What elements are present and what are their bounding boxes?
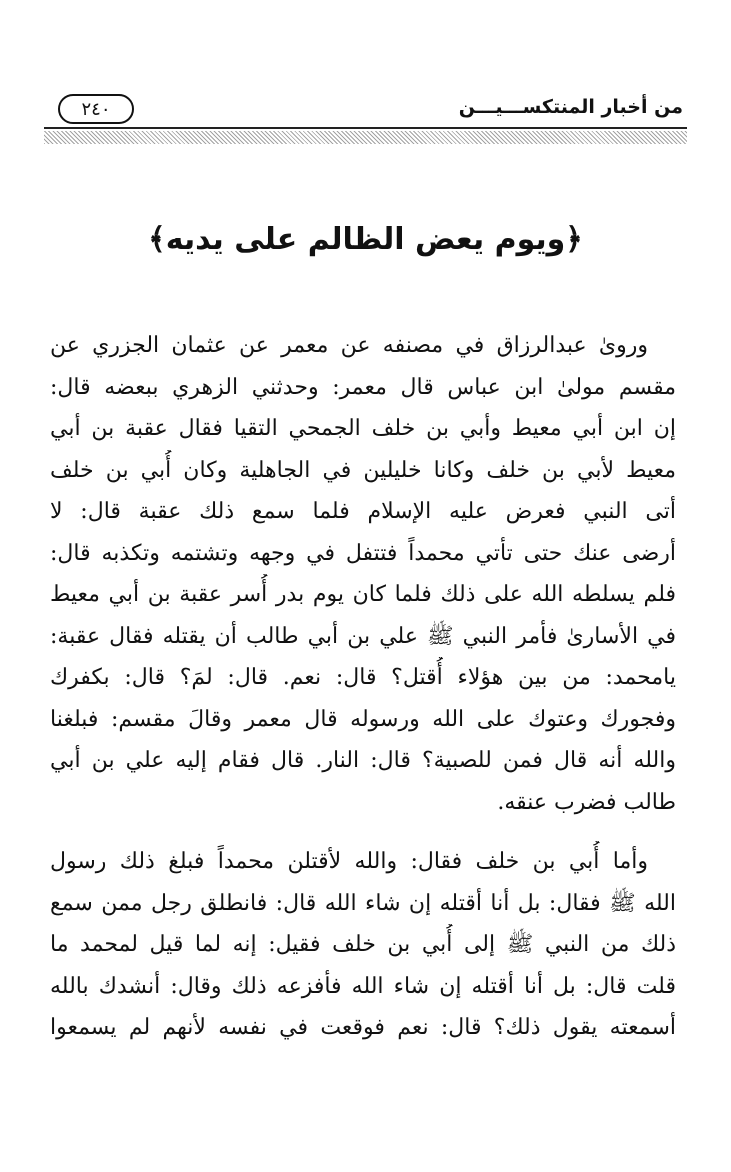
text-line: وأما أُبي بن خلف فقال: والله لأقتلن محمداً فبلغ ذلك رسول	[50, 849, 648, 874]
paragraph-1	[50, 325, 676, 823]
text-line: إن ابن أبي معيط وأبي بن خلف الجمحي التقيا فقال عقبة بن أبي	[50, 416, 676, 441]
text-line: الله ﷺ فقال: بل أنا أقتله إن شاء الله قال: فانطلق رجل ممن سمع	[50, 890, 676, 916]
body-text	[50, 325, 676, 1067]
text-line: أسمعته يقول ذلك؟ قال: نعم فوقعت في نفسه لأنهم لم يسمعوا	[50, 1015, 676, 1040]
text-line: يامحمد: من بين هؤلاء أُقتل؟ قال: نعم. قال: لمَ؟ قال: بكفرك	[50, 665, 676, 690]
text-line: قلت قال: بل أنا أقتله إن شاء الله فأفزعه ذلك وقال: أنشدك بالله	[50, 973, 676, 999]
header-hatch-band	[44, 131, 687, 144]
header-title: من أخبار المنتكســـيـــن	[458, 96, 683, 118]
running-header	[44, 92, 687, 128]
text-line: والله أنه قال فمن للصبية؟ قال: النار. قال فقام إليه علي بن أبي	[50, 748, 676, 773]
text-line: وروىٰ عبدالرزاق في مصنفه عن معمر عن عثمان الجزري عن	[50, 333, 648, 358]
text-line: طالب فضرب عنقه.	[497, 789, 676, 815]
paragraph-2	[50, 841, 676, 1049]
text-line: معيط لأبي بن خلف وكانا خليلين في الجاهلية وكان أُبي بن خلف	[50, 457, 676, 483]
text-line: وفجورك وعتوك على الله ورسوله قال معمر وقالَ مقسم: فبلغنا	[50, 706, 676, 732]
text-line: فلم يسلطه الله على ذلك فلما كان يوم بدر أُسر عقبة بن أبي معيط	[50, 582, 676, 607]
text-line: ذلك من النبي ﷺ إلى أُبي بن خلف فقيل: إنه لما قيل لمحمد ما	[50, 932, 676, 957]
text-line: أرضى عنك حتى تأتي محمداً فتتفل في وجهه وتشتمه وتكذبه قال:	[50, 540, 676, 566]
chapter-title: ﴿ويوم يعض الظالم على يديه﴾	[148, 222, 583, 257]
text-line: في الأسارىٰ فأمر النبي ﷺ علي بن أبي طالب أن يقتله فقال عقبة:	[50, 623, 676, 649]
page-number-badge: ٢٤٠	[58, 94, 134, 124]
text-line: مقسم مولىٰ ابن عباس قال معمر: وحدثني الزهري ببعضه قال:	[50, 374, 676, 400]
header-rule	[44, 127, 687, 129]
text-line: أتى النبي فعرض عليه الإسلام فلما سمع ذلك عقبة قال: لا	[50, 499, 676, 524]
